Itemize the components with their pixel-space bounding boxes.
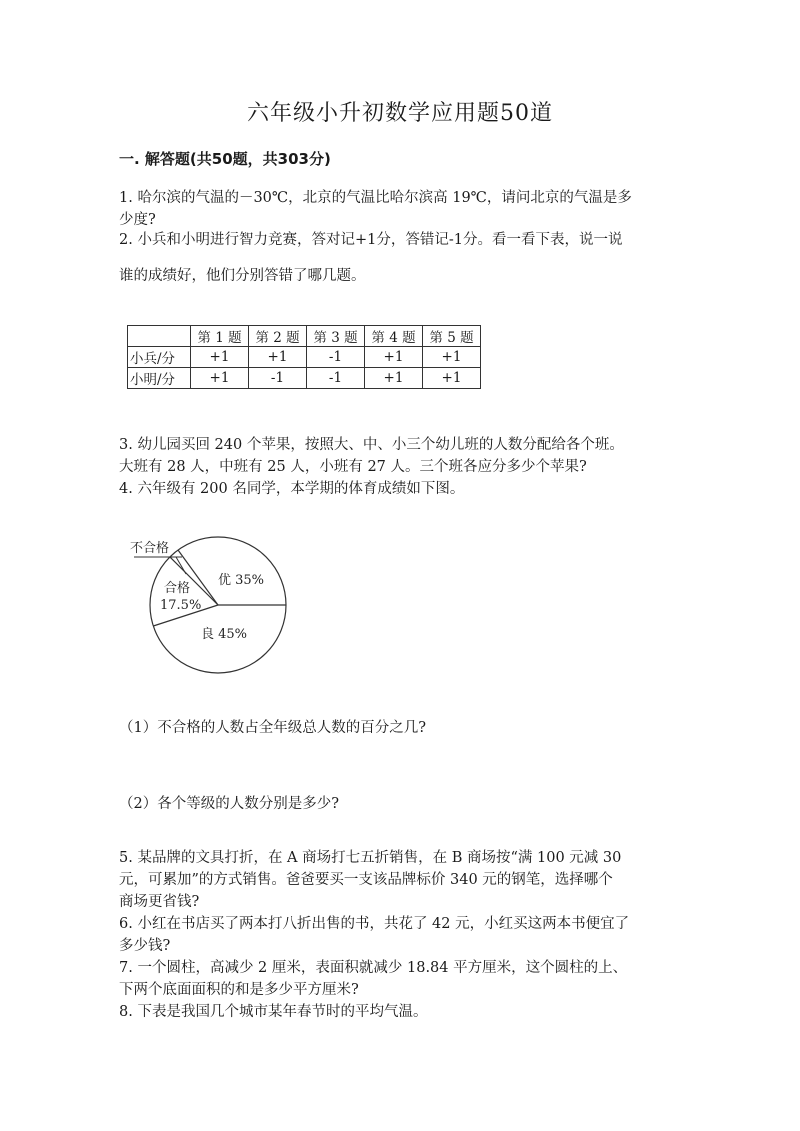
table-cell: +1 [423,347,481,368]
table-cell: 小明/分 [128,368,191,389]
section-heading: 一. 解答题(共50题，共303分) [119,150,331,168]
page-title: 六年级小升初数学应用题50道 [247,101,553,126]
table-cell: +1 [191,368,249,389]
question-4-part-1: （1）不合格的人数占全年级总人数的百分之几? [119,720,426,736]
question-2-line-1: 2. 小兵和小明进行智力竞赛，答对记+1分，答错记-1分。看一看下表，说一说 [119,232,623,248]
question-6-line-1: 6. 小红在书店买了两本打八折出售的书，共花了 42 元，小红买这两本书便宜了 [119,916,630,932]
table-cell: +1 [249,347,307,368]
question-7 [119,957,689,1001]
question-5 [119,847,689,913]
table-header-cell: 第 2 题 [249,326,307,347]
table-cell: +1 [423,368,481,389]
table-header-cell: 第 3 题 [307,326,365,347]
question-3-line-2: 大班有 28 人，中班有 25 人，小班有 27 人。三个班各应分多少个苹果? [119,459,587,475]
question-4 [119,478,689,500]
table-header-cell: 第 1 题 [191,326,249,347]
table-row [128,368,481,389]
question-4-part-2: （2）各个等级的人数分别是多少? [119,796,339,812]
question-8 [119,1001,689,1023]
table-header-cell: 第 4 题 [365,326,423,347]
question-5-line-3: 商场更省钱? [119,894,200,910]
question-2-line-2: 谁的成绩好，他们分别答错了哪几题。 [119,268,366,284]
table-cell: -1 [249,368,307,389]
question-3-line-1: 3. 幼儿园买回 240 个苹果，按照大、中、小三个幼儿班的人数分配给各个班。 [119,437,624,453]
question-1 [119,187,689,231]
pie-svg [120,530,320,680]
table-row [128,347,481,368]
pie-slice-boundary [178,550,218,605]
score-table [127,325,481,389]
question-1-line-2: 少度? [119,212,156,228]
question-5-line-2: 元，可累加”的方式销售。爸爸要买一支该品牌标价 340 元的钢笔，选择哪个 [119,872,613,888]
question-7-line-1: 7. 一个圆柱，高减少 2 厘米，表面积就减少 18.84 平方厘米，这个圆柱的上、 [119,960,628,976]
question-6-line-2: 多少钱? [119,938,171,954]
label-hege-percent: 17.5% [160,598,202,613]
label-hege: 合格 [164,581,191,596]
label-you: 优 35% [218,573,265,588]
label-buhege: 不合格 [130,541,170,556]
question-4-line-1: 4. 六年级有 200 名同学，本学期的体育成绩如下图。 [119,481,465,497]
table-cell: +1 [365,347,423,368]
question-8-line-1: 8. 下表是我国几个城市某年春节时的平均气温。 [119,1004,428,1020]
question-2 [119,229,689,287]
table-header-cell [128,326,191,347]
table-cell: +1 [365,368,423,389]
table-cell: -1 [307,347,365,368]
question-5-line-1: 5. 某品牌的文具打折，在 A 商场打七五折销售，在 B 商场按“满 100 元减 30 [119,850,622,866]
question-3 [119,434,689,478]
table-cell: +1 [191,347,249,368]
question-7-line-2: 下两个底面面积的和是多少平方厘米? [119,982,359,998]
question-6 [119,913,689,957]
table-cell: -1 [307,368,365,389]
pie-chart [120,530,320,680]
table-header-cell: 第 5 题 [423,326,481,347]
label-liang: 良 45% [201,627,248,642]
table-cell: 小兵/分 [128,347,191,368]
table-header-row [128,326,481,347]
question-1-line-1: 1. 哈尔滨的气温的－30℃，北京的气温比哈尔滨高 19℃，请问北京的气温是多 [119,190,632,206]
